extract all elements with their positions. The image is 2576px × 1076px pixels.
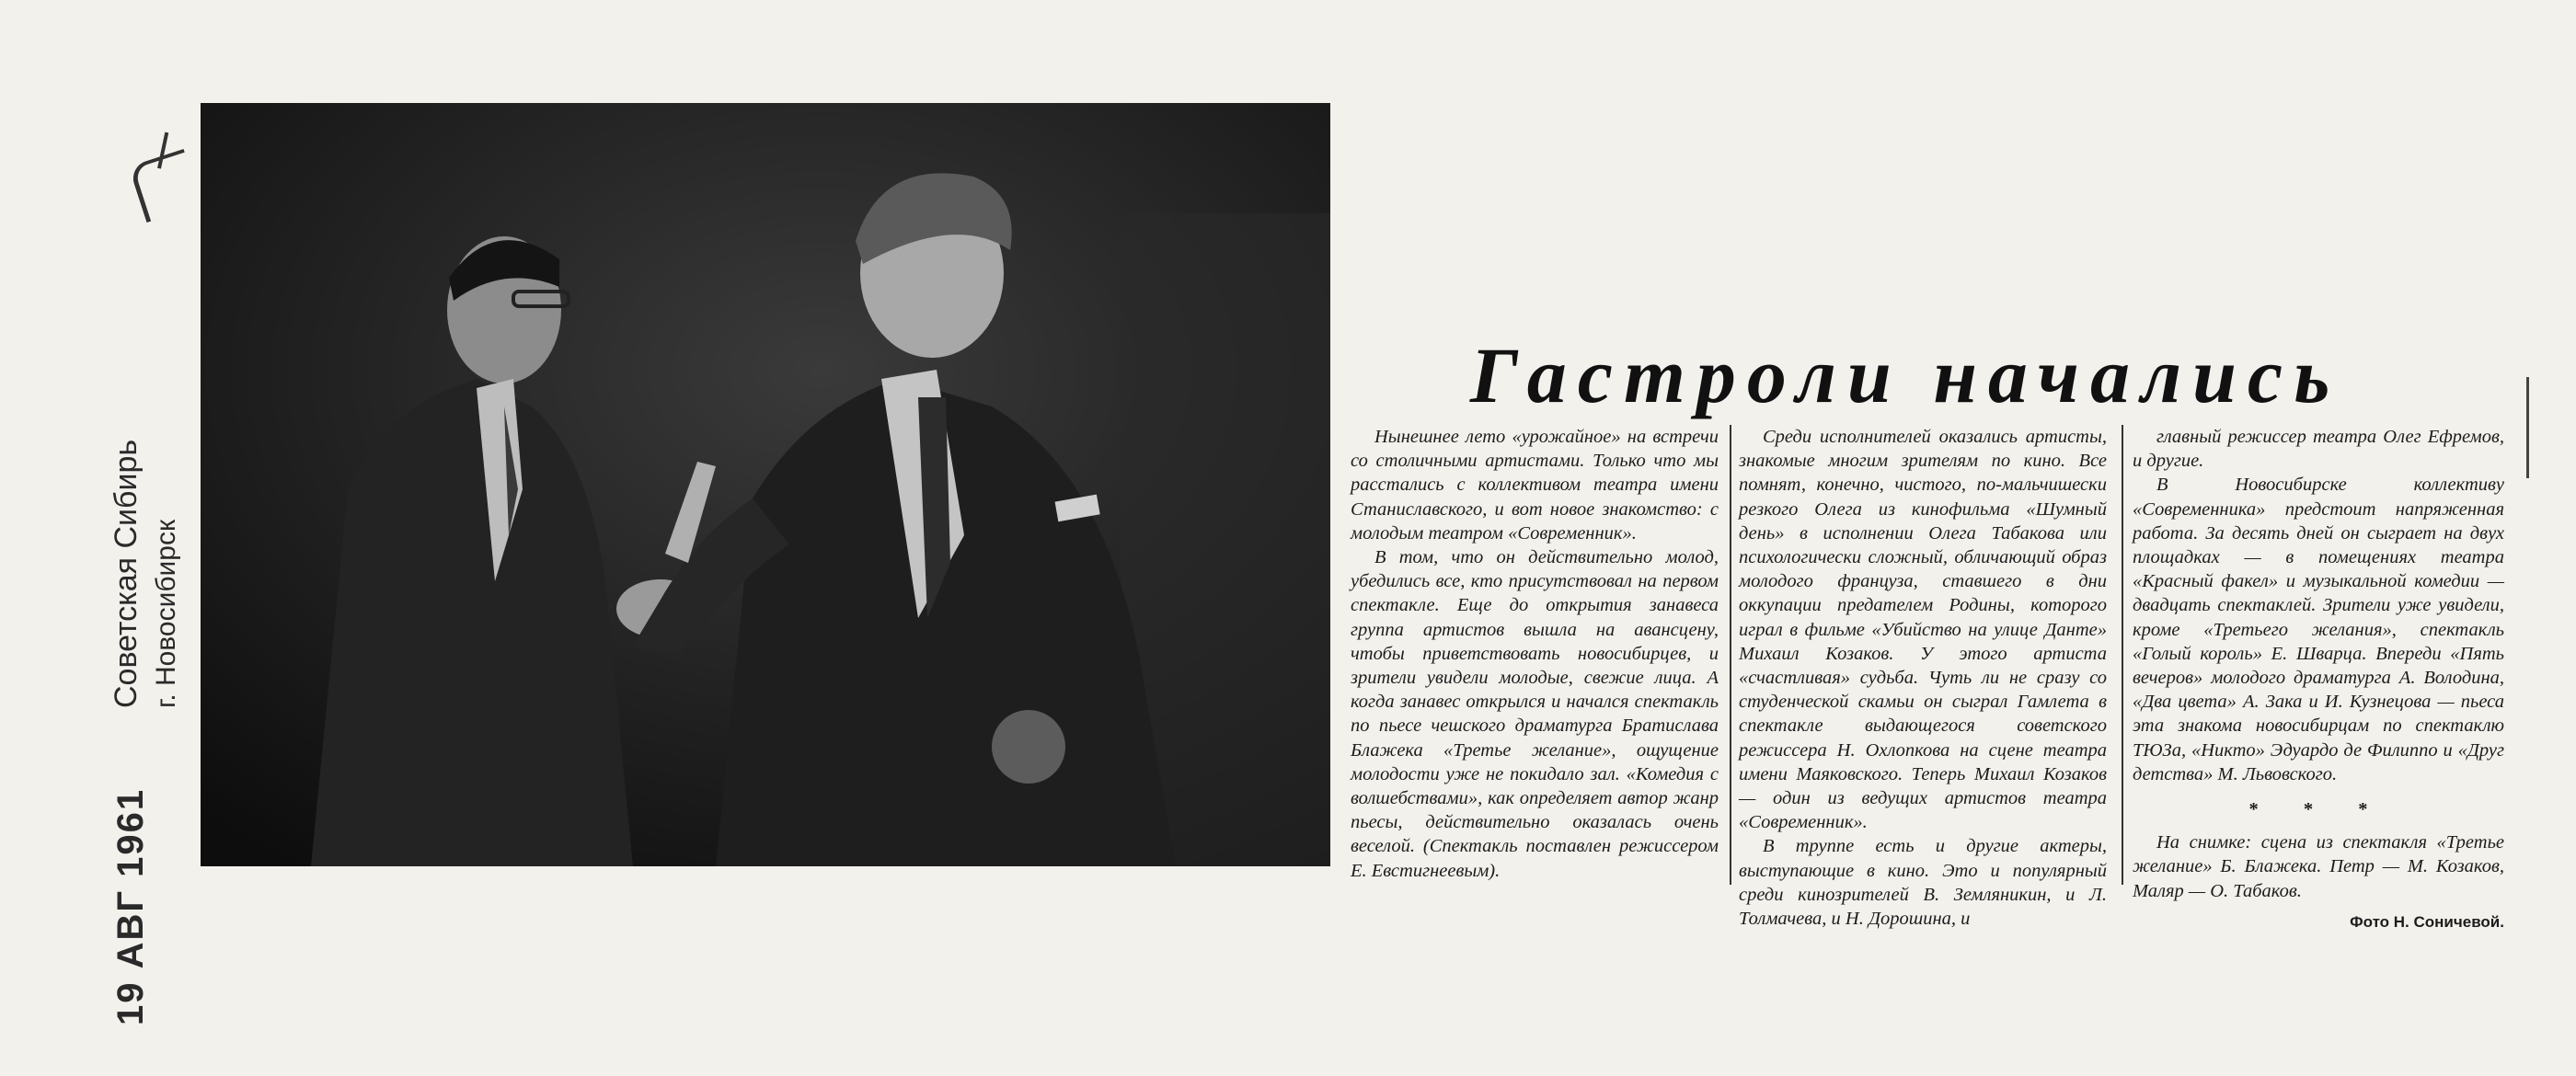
text-column-3 bbox=[2133, 425, 2504, 934]
source-paper: Советская Сибирь bbox=[109, 439, 144, 708]
paragraph: Нынешнее лето «урожайное» на встречи со столичными артистами. Только что мы расстались с коллективом театра имени Станиславского, и вот новое знакомство: с молодым театром «Современник». bbox=[1351, 427, 1719, 544]
paragraph: Среди исполнителей оказались артисты, знакомые многим зрителям по кино. Все помнят, конечно, чистого, по-мальчишески резкого Олега из кинофильма «Шумный день» в исполнении Олега Табакова или психологически сложный, обличающий образ молодого француза, ставшего в дни оккупации предателем Родины, которого играл в фильме «Убийство на улице Данте» Михаил Козаков. У этого артиста «счастливая» судьба. Чуть ли не сразу со студенческой скамьи он сыграл Гамлета в спектакле выдающегося советского режиссера Н. Охлопкова на сцене театра имени Маяковского. Теперь Михаил Козаков — один из ведущих артистов театра «Современник». bbox=[1739, 427, 2107, 833]
text-column-2 bbox=[1739, 425, 2107, 931]
clipping-edge bbox=[2521, 377, 2529, 478]
paragraph: В том, что он действительно молод, убедились все, кто присутствовал на первом спектакле. Еще до открытия занавеса группа артистов вышла на авансцену, чтобы приветствовать новосибирцев, и зрители увидели молодые, свежие лица. А когда занавес открылся и начался спектакль по пьесе чешского драматурга Братислава Блажека «Третье желание», ощущение молодости уже не покидало зал. «Комедия с волшебствами», как определяет автор жанр пьесы, действительно оказалась очень веселой. (Спектакль поставлен режиссером Е. Евстигнеевым). bbox=[1351, 547, 1719, 881]
column-divider bbox=[1730, 425, 1731, 885]
photo-caption: На снимке: сцена из спектакля «Третье желание» Б. Блажека. Петр — М. Козаков, Маляр — О. Табаков. bbox=[2133, 832, 2504, 901]
source-stamp bbox=[106, 440, 187, 708]
column-divider bbox=[2122, 425, 2123, 885]
date-stamp: 19 АВГ 1961 bbox=[110, 787, 151, 1025]
paragraph: В труппе есть и другие актеры, выступающие в кино. Это и популярный среди кинозрителей В. Земляникин, и Л. Толмачева, и Н. Дорошина, и bbox=[1739, 836, 2107, 930]
paragraph: В Новосибирске коллективу «Современника» предстоит напряженная работа. За десять дней он сыграет на двух площадках — в помещениях театра «Красный факел» и музыкальной комедии — двадцать спектаклей. Зрители уже увидели, кроме «Третьего желания», спектакль «Голый король» Е. Шварца. Впереди «Пять вечеров» молодого драматурга А. Володина, «Два цвета» А. Зака и И. Кузнецова — пьеса эта знакома новосибирцам по спектаклю ТЮЗа, «Никто» Эдуардо де Филиппо и «Друг детства» М. Львовского. bbox=[2133, 475, 2504, 784]
source-city: г. Новосибирск bbox=[151, 519, 181, 708]
stage-scene-image bbox=[201, 103, 1330, 866]
section-separator: * * * bbox=[2248, 799, 2388, 820]
text-column-1 bbox=[1351, 425, 1719, 883]
paragraph: главный режиссер театра Олег Ефремов, и другие. bbox=[2133, 427, 2504, 472]
photo-credit: Фото Н. Соничевой. bbox=[2350, 912, 2504, 931]
article-photo bbox=[201, 103, 1330, 866]
headline: Гастроли начались bbox=[1470, 331, 2341, 419]
